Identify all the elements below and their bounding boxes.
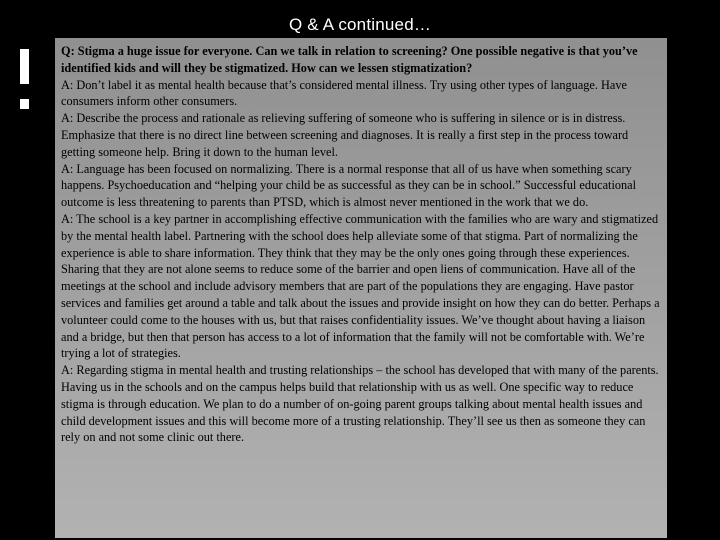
answer-paragraph: A: Don’t label it as mental health because that’s considered mental illness. Try using other types of language. Have consumers inform other consumers. (61, 77, 627, 109)
answer-paragraph: A: Language has been focused on normalizing. There is a normal response that all of us have when something scary happens. Psychoeducation and “helping your child be as successful as they can be in school.” Successful educational outcome is less threatening to parents than PTSD, which is almost never mentioned in the work that we do. (61, 161, 637, 210)
accent-bar-decoration-small (20, 99, 29, 109)
accent-bar-decoration (20, 49, 29, 84)
content-box (55, 38, 667, 538)
qa-text-block (61, 43, 663, 446)
answer-paragraph: A: Regarding stigma in mental health and trusting relationships – the school has developed that with many of the parents. Having us in the schools and on the campus helps build that relationship with us as well. One specific way to reduce stigma is through education. We plan to do a number of on-going parent groups talking about mental health issues and child development issues and this will become more of a trusting relationship. They’ll see us then as someone they can rely on and not some clinic out there. (61, 363, 659, 445)
slide-title: Q & A continued… (288, 15, 432, 34)
answer-paragraph: A: The school is a key partner in accomplishing effective communication with the families who are wary and stigmatized by the mental health label. Partnering with the school does help alleviate some of that stigma. Part of normalizing the experience is able to share information. They think that they may be the only ones going through these experiences. Sharing that they are not alone seems to reduce some of the barrier and open liens of communication. Have all of the meetings at the school and include advisory members that are part of the populations they are engaging. Have pastor services and families get around a table and talk about the issues and provide insight on how they can do better. Perhaps a volunteer could come to the houses with us, but that raises confidentiality issues. We’ve thought about having a liaison and a bridge, but then that person has access to a lot of information that the family will not be comfortable with. We’re trying a lot of strategies. (61, 211, 660, 361)
answer-paragraph: A: Describe the process and rationale as relieving suffering of someone who is suffering in silence or is in distress. Emphasize that there is no direct line between screening and diagnoses. It is really a first step in the process toward getting someone help. Bring it down to the human level. (61, 111, 629, 159)
question-paragraph: Q: Stigma a huge issue for everyone. Can we talk in relation to screening? One possible negative is that you’ve identified kids and will they be stigmatized. How can we lessen stigmatization? (61, 44, 638, 75)
